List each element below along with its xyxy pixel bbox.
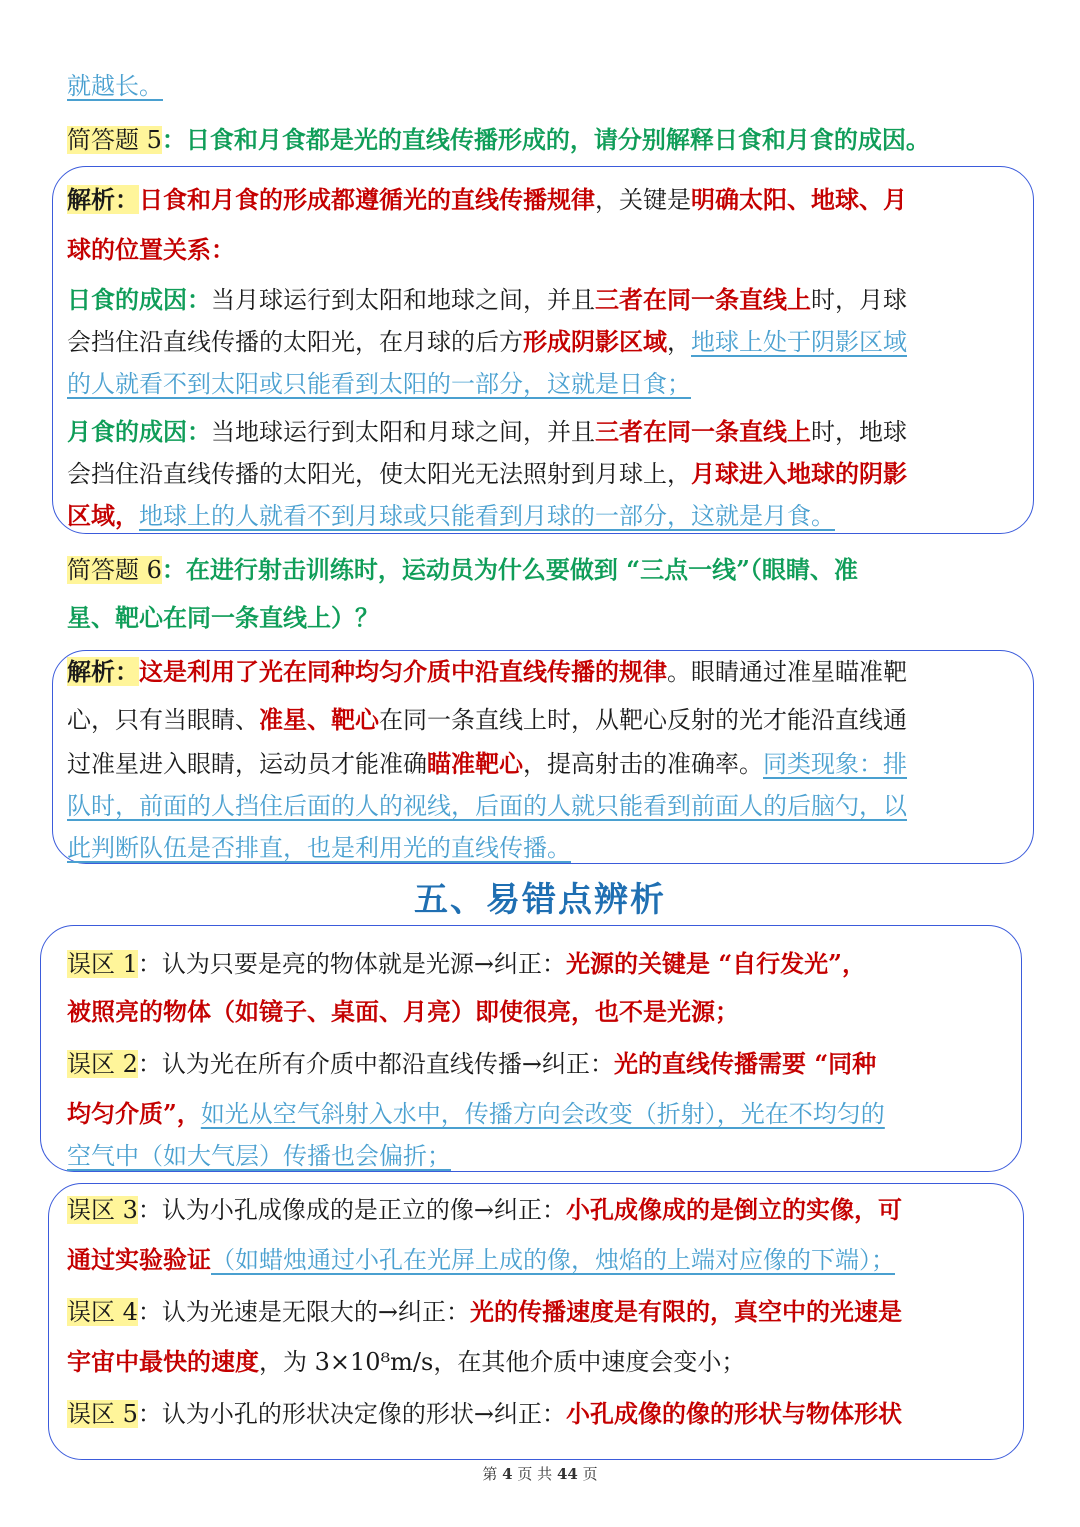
solar-eclipse-line: 的人就看不到太阳或只能看到太阳的一部分，这就是日食； <box>67 370 691 398</box>
lunar-eclipse-line: 月食的成因：当地球运行到太阳和月球之间，并且三者在同一条直线上时，地球 <box>67 417 907 446</box>
analysis-label: 解析： <box>67 185 139 214</box>
analysis-line: 此判断队伍是否排直，也是利用光的直线传播。 <box>67 834 571 862</box>
analysis-line: 心，只有当眼睛、准星、靶心在同一条直线上时，从靶心反射的光才能沿直线通 <box>67 705 907 734</box>
page-footer: 第 4 页 共 44 页 <box>482 1465 598 1483</box>
analysis-line: 队时，前面的人挡住后面的人的视线，后面的人就只能看到前面人的后脑勺，以 <box>67 792 907 820</box>
analysis-line: 球的位置关系： <box>67 235 235 264</box>
analysis-line: 解析：这是利用了光在同种均匀介质中沿直线传播的规律。眼睛通过准星瞄准靶 <box>67 657 907 686</box>
question-label: 简答题 6 <box>67 556 162 584</box>
mistake-1: 误区 1：认为只要是亮的物体就是光源→纠正：光源的关键是 “自行发光”， <box>67 949 866 978</box>
mistake-label: 误区 3 <box>67 1196 138 1224</box>
question-5: 简答题 5：日食和月食都是光的直线传播形成的，请分别解释日食和月食的成因。 <box>67 125 930 154</box>
mistake-3: 通过实验验证（如蜡烛通过小孔在光屏上成的像，烛焰的上端对应像的下端）； <box>67 1245 895 1274</box>
mistake-label: 误区 4 <box>67 1298 138 1326</box>
page-total: 44 <box>556 1465 578 1483</box>
mistake-4: 误区 4：认为光速是无限大的→纠正：光的传播速度是有限的，真空中的光速是 <box>67 1297 903 1326</box>
analysis-line: 过准星进入眼睛，运动员才能准确瞄准靶心，提高射击的准确率。同类现象：排 <box>67 749 907 778</box>
text-line <box>67 66 224 101</box>
mistake-2: 空气中（如大气层）传播也会偏折； <box>67 1142 451 1170</box>
mistake-3: 误区 3：认为小孔成像成的是正立的像→纠正：小孔成像成的是倒立的实像，可 <box>67 1195 903 1224</box>
mistake-2: 误区 2：认为光在所有介质中都沿直线传播→纠正：光的直线传播需要 “同种 <box>67 1049 877 1078</box>
lunar-eclipse-line: 区域，地球上的人就看不到月球或只能看到月球的一部分，这就是月食。 <box>67 501 835 530</box>
lunar-eclipse-label: 月食的成因： <box>67 417 211 446</box>
question-label: 简答题 5 <box>67 126 162 154</box>
analysis-line: 解析：日食和月食的形成都遵循光的直线传播规律，关键是明确太阳、地球、月 <box>67 185 907 214</box>
mistake-label: 误区 5 <box>67 1400 138 1428</box>
mistake-label: 误区 1 <box>67 950 138 978</box>
question-text: 日食和月食都是光的直线传播形成的，请分别解释日食和月食的成因。 <box>185 125 930 154</box>
section-title: 五、易错点辨析 <box>414 880 666 920</box>
solar-eclipse-line: 日食的成因：当月球运行到太阳和地球之间，并且三者在同一条直线上时，月球 <box>67 285 907 314</box>
solar-eclipse-line: 会挡住沿直线传播的太阳光，在月球的后方形成阴影区域，地球上处于阴影区域 <box>67 327 907 356</box>
analysis-label: 解析： <box>67 657 139 686</box>
question-6: 星、靶心在同一条直线上）？ <box>67 603 379 632</box>
solar-eclipse-label: 日食的成因： <box>67 285 211 314</box>
page-number: 4 <box>502 1465 513 1483</box>
highlight-blue: 就越长。 <box>67 72 163 100</box>
lunar-eclipse-line: 会挡住沿直线传播的太阳光，使太阳光无法照射到月球上，月球进入地球的阴影 <box>67 459 907 488</box>
mistake-label: 误区 2 <box>67 1050 138 1078</box>
mistake-2: 均匀介质”，如光从空气斜射入水中，传播方向会改变（折射），光在不均匀的 <box>67 1099 885 1128</box>
question-6: 简答题 6：在进行射击训练时，运动员为什么要做到 “三点一线”（眼睛、准 <box>67 555 858 584</box>
mistake-4: 宇宙中最快的速度，为 3×10⁸m/s，在其他介质中速度会变小； <box>67 1347 746 1376</box>
mistake-5: 误区 5：认为小孔的形状决定像的形状→纠正：小孔成像的像的形状与物体形状 <box>67 1399 903 1428</box>
mistake-1: 被照亮的物体（如镜子、桌面、月亮）即使很亮，也不是光源； <box>67 997 739 1026</box>
